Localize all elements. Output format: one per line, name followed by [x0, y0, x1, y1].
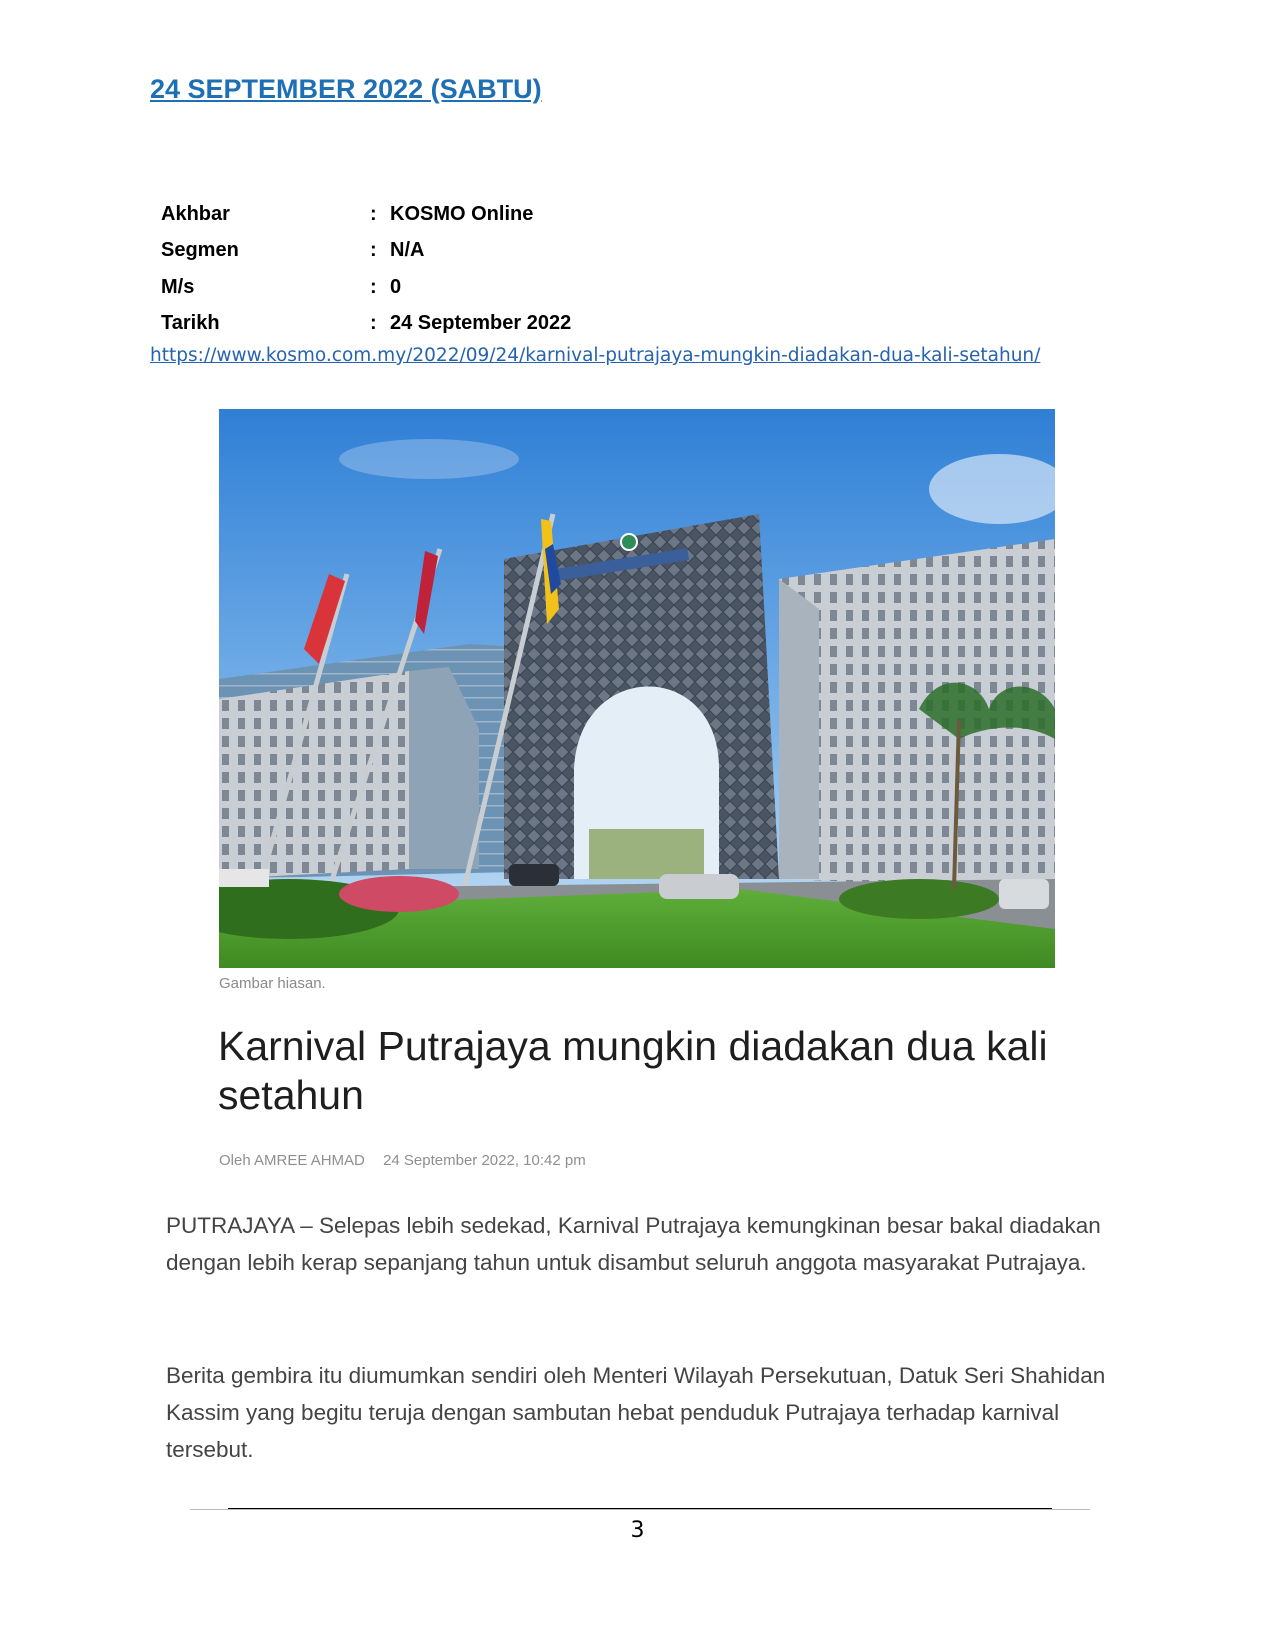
article-paragraph: PUTRAJAYA – Selepas lebih sedekad, Karnival Putrajaya kemungkinan besar bakal diadakan dengan lebih kerap sepanjang tahun untuk disambut seluruh anggota masyarakat Putrajaya.: [166, 1213, 1101, 1275]
meta-key: Akhbar: [161, 202, 230, 225]
source-link[interactable]: https://www.kosmo.com.my/2022/09/24/karnival-putrajaya-mungkin-diadakan-dua-kali-setahun/: [150, 345, 1041, 366]
article-paragraph: Berita gembira itu diumumkan sendiri oleh Menteri Wilayah Persekutuan, Datuk Seri Shahidan Kassim yang begitu teruja dengan sambutan hebat penduduk Putrajaya terhadap karnival tersebut.: [166, 1363, 1106, 1462]
metadata-table: [161, 196, 571, 342]
article-author: Oleh AMREE AHMAD: [219, 1152, 365, 1169]
meta-value: KOSMO Online: [390, 202, 534, 225]
meta-value: 0: [390, 275, 402, 298]
photo-caption: Gambar hiasan.: [219, 975, 326, 992]
meta-value: 24 September 2022: [390, 312, 572, 335]
meta-colon: :: [370, 275, 377, 298]
meta-key: Tarikh: [161, 312, 220, 335]
meta-row-ms: [161, 269, 571, 306]
date-heading: 24 SEPTEMBER 2022 (SABTU): [150, 74, 542, 104]
meta-row-segmen: [161, 233, 571, 270]
meta-colon: :: [370, 239, 377, 262]
footer-divider: [228, 1508, 1052, 1509]
article-photo: [219, 409, 1055, 968]
meta-row-tarikh: [161, 306, 571, 343]
meta-row-akhbar: [161, 196, 571, 233]
article-byline: [219, 1152, 586, 1169]
meta-colon: :: [370, 312, 377, 335]
page-number: 3: [630, 1518, 645, 1543]
meta-key: Segmen: [161, 239, 239, 262]
article-datetime: 24 September 2022, 10:42 pm: [383, 1152, 586, 1169]
article-headline: Karnival Putrajaya mungkin diadakan dua kali setahun: [218, 1023, 1048, 1118]
footer-divider: [190, 1509, 1090, 1510]
meta-value: N/A: [390, 239, 425, 262]
meta-key: M/s: [161, 275, 195, 298]
meta-colon: :: [370, 202, 377, 225]
